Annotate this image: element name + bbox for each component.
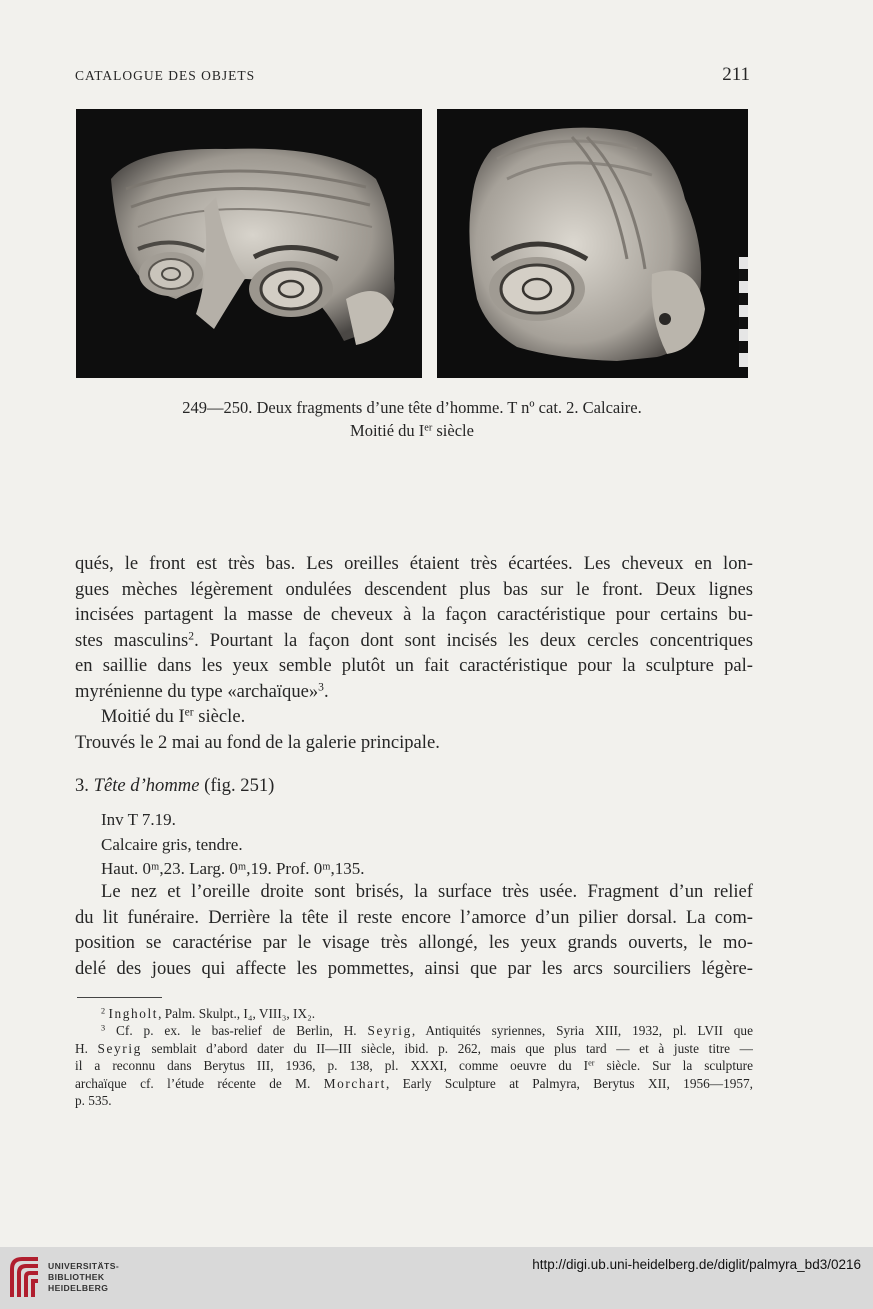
text-line: gues mèches légèrement ondulées descendent plus bas sur le front. Deux lignes — [75, 578, 753, 600]
paragraph-continuation — [75, 551, 753, 705]
dimensions: Haut. 0ᵐ,23. Larg. 0ᵐ,19. Prof. 0ᵐ,135. — [101, 859, 365, 878]
footnote-3-line: H. Seyrig semblait d’abord dater du II—III siècle, ibid. p. 262, mais que plus tard — et à juste titre — — [75, 1040, 753, 1056]
dating-line: Moitié du Ier siècle. — [101, 706, 246, 727]
caption-line-1: 249—250. Deux fragments d’une tête d’homme. T nº cat. 2. Calcaire. — [182, 398, 642, 417]
material: Calcaire gris, tendre. — [101, 834, 243, 854]
text-line: incisées partagent la masse de cheveux à la façon caractéristique pour certains bu- — [75, 604, 753, 626]
figure-249-photo — [76, 109, 422, 378]
entry-number: 3. — [75, 775, 89, 796]
text-line: du lit funéraire. Derrière la tête il reste encore l’amorce d’un pilier dorsal. La com- — [75, 906, 753, 928]
entry-details — [75, 808, 779, 882]
text-line: Le nez et l’oreille droite sont brisés, la surface très usée. Fragment d’un relief — [101, 881, 753, 902]
text-line: myrénienne du type «archaïque»$^3$. — [75, 680, 329, 702]
text-line: position se caractérise par le visage très allongé, les yeux grands ouverts, le mo- — [75, 932, 753, 954]
running-head-title: CATALOGUE DES OBJETS — [75, 68, 256, 83]
inventory-number: Inv T 7.19. — [101, 810, 176, 829]
caption-line-2: Moitié du Ier siècle — [350, 421, 474, 440]
entry-figure-ref: (fig. 251) — [204, 775, 275, 796]
permalink-url[interactable]: http://digi.ub.uni-heidelberg.de/diglit/palmyra_bd3/0216 — [532, 1257, 861, 1272]
catalogue-entry-heading — [75, 773, 753, 799]
footnote-3-line: il a reconnu dans Berytus III, 1936, p. 138, pl. XXXI, comme oeuvre du Ier siècle. Sur la sculpture — [75, 1058, 753, 1074]
footnote-2: $^2$ Ingholt, Palm. Skulpt., I₄, VIII₃, IX₂. — [101, 1006, 316, 1021]
library-name: UNIVERSITÄTS- BIBLIOTHEK HEIDELBERG — [48, 1261, 120, 1293]
findspot-line: Trouvés le 2 mai au fond de la galerie principale. — [75, 732, 440, 753]
text-line: stes masculins$^2$. Pourtant la façon dont sont incisés les deux cercles concentriques — [75, 629, 754, 651]
running-head — [75, 64, 750, 86]
entry-description — [75, 879, 753, 981]
university-library-logo-icon — [8, 1255, 44, 1301]
figure-caption — [76, 396, 748, 442]
text-line: qués, le front est très bas. Les oreilles étaient très écartées. Les cheveux en lon- — [75, 553, 753, 574]
footnote-3: $^3$ Cf. p. ex. le bas-relief de Berlin, H. Seyrig, Antiquités syriennes, Syria XIII, 1932, pl. LVII que — [101, 1023, 753, 1039]
page-number: 211 — [722, 64, 750, 85]
library-banner — [0, 1247, 873, 1309]
figure-250-photo — [437, 109, 748, 378]
footnote-3-line: p. 535. — [75, 1093, 112, 1109]
text-line: en saillie dans les yeux semble plutôt un fait caractéristique pour la sculpture pal- — [75, 655, 753, 677]
footnote-rule — [77, 997, 162, 998]
text-line: delé des joues qui affecte les pommettes, ainsi que par les arcs sourciliers légère- — [75, 957, 753, 979]
entry-title: Tête d’homme — [93, 775, 200, 796]
footnotes — [75, 1005, 753, 1109]
footnote-3-line: archaïque cf. l’étude récente de M. Morchart, Early Sculpture at Palmyra, Berytus XII, 1956—1957, — [75, 1075, 753, 1091]
